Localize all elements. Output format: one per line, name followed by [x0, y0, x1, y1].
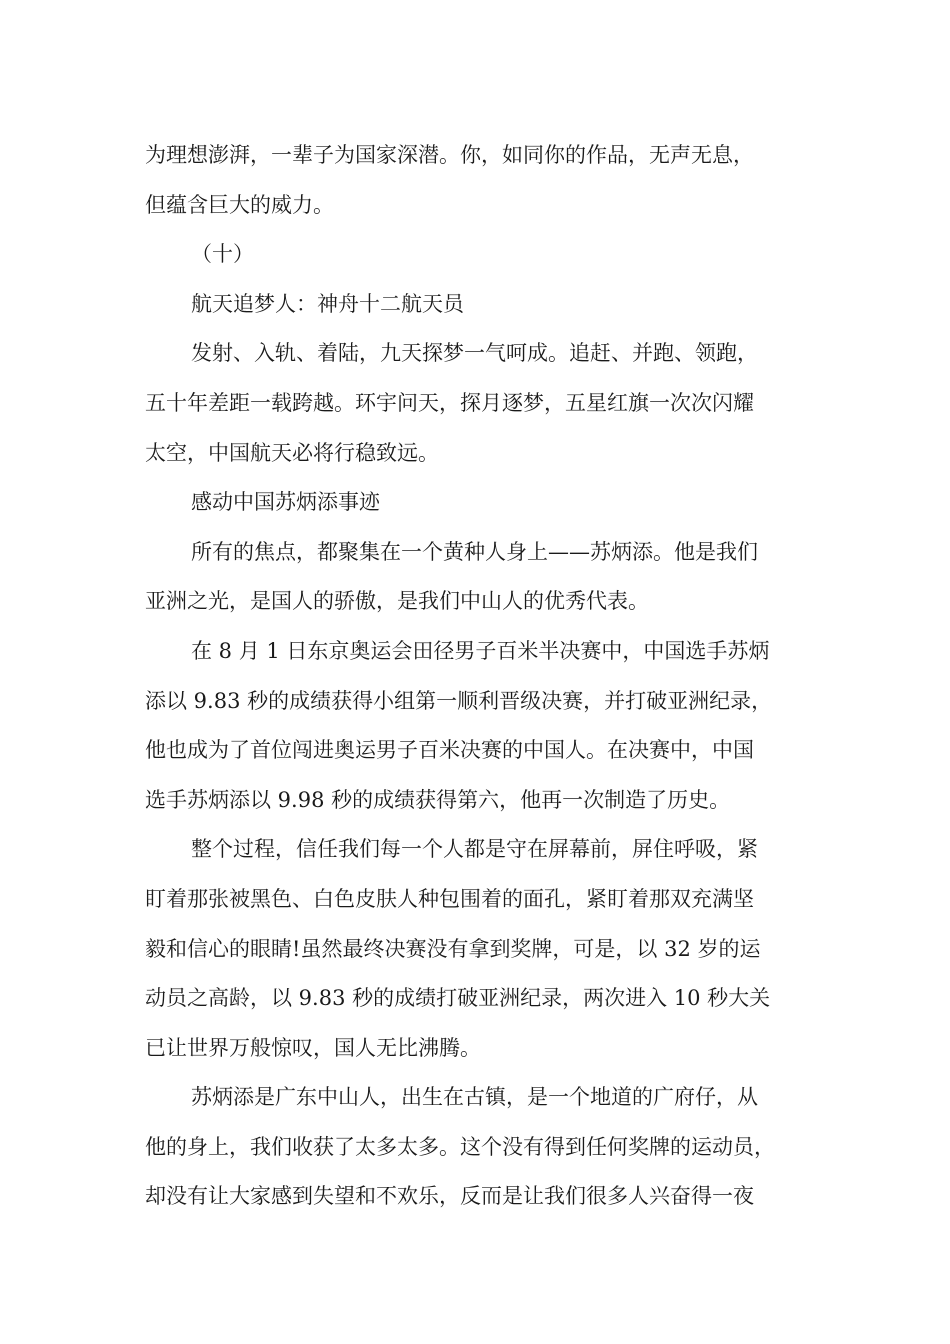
text-line: 却没有让大家感到失望和不欢乐，反而是让我们很多人兴奋得一夜 [145, 1184, 754, 1209]
paragraph-p9 [145, 1073, 825, 1222]
paragraph-p7 [145, 627, 825, 825]
text-line: 太空，中国航天必将行稳致远。 [145, 440, 439, 465]
text-line: 亚洲之光，是国人的骄傲，是我们中山人的优秀代表。 [145, 589, 649, 614]
text-line: 他也成为了首位闯进奥运男子百米决赛的中国人。在决赛中，中国 [145, 738, 754, 763]
paragraph-p4 [145, 329, 825, 478]
document-body [145, 131, 825, 1222]
text-line: 盯着那张被黑色、白色皮肤人种包围着的面孔，紧盯着那双充满坚 [145, 886, 754, 911]
text-line: 添以 9.83 秒的成绩获得小组第一顺利晋级决赛，并打破亚洲纪录， [145, 688, 773, 713]
text-line: 在 8 月 1 日东京奥运会田径男子百米半决赛中，中国选手苏炳 [191, 638, 770, 663]
text-line: 毅和信心的眼睛!虽然最终决赛没有拿到奖牌，可是，以 32 岁的运 [145, 936, 761, 961]
paragraph-p3 [145, 280, 825, 330]
paragraph-p6 [145, 528, 825, 627]
text-line: 为理想澎湃，一辈子为国家深潜。你，如同你的作品，无声无息， [145, 143, 754, 167]
text-line: 选手苏炳添以 9.98 秒的成绩获得第六，他再一次制造了历史。 [145, 787, 731, 812]
paragraph-p2 [145, 230, 825, 280]
text-line: 感动中国苏炳添事迹 [191, 490, 380, 515]
text-line: 所有的焦点，都聚集在一个黄种人身上——苏炳添。他是我们 [191, 539, 758, 564]
text-line: 航天追梦人：神舟十二航天员 [191, 291, 464, 316]
text-line: 他的身上，我们收获了太多太多。这个没有得到任何奖牌的运动员， [145, 1134, 775, 1159]
text-line: 整个过程，信任我们每一个人都是守在屏幕前，屏住呼吸，紧 [191, 837, 758, 862]
text-line: 发射、入轨、着陆，九天探梦一气呵成。追赶、并跑、领跑， [191, 341, 758, 366]
paragraph-p1 [145, 131, 825, 230]
text-line: 已让世界万般惊叹，国人无比沸腾。 [145, 1035, 481, 1060]
text-line: 苏炳添是广东中山人，出生在古镇，是一个地道的广府仔，从 [191, 1085, 758, 1110]
text-line: 动员之高龄，以 9.83 秒的成绩打破亚洲纪录，两次进入 10 秒大关 [145, 986, 771, 1011]
text-line: 五十年差距一载跨越。环宇问天，探月逐梦，五星红旗一次次闪耀 [145, 390, 754, 415]
paragraph-p5 [145, 478, 825, 528]
text-line: 但蕴含巨大的威力。 [145, 192, 334, 217]
paragraph-p8 [145, 825, 825, 1073]
text-line: （十） [191, 242, 254, 267]
